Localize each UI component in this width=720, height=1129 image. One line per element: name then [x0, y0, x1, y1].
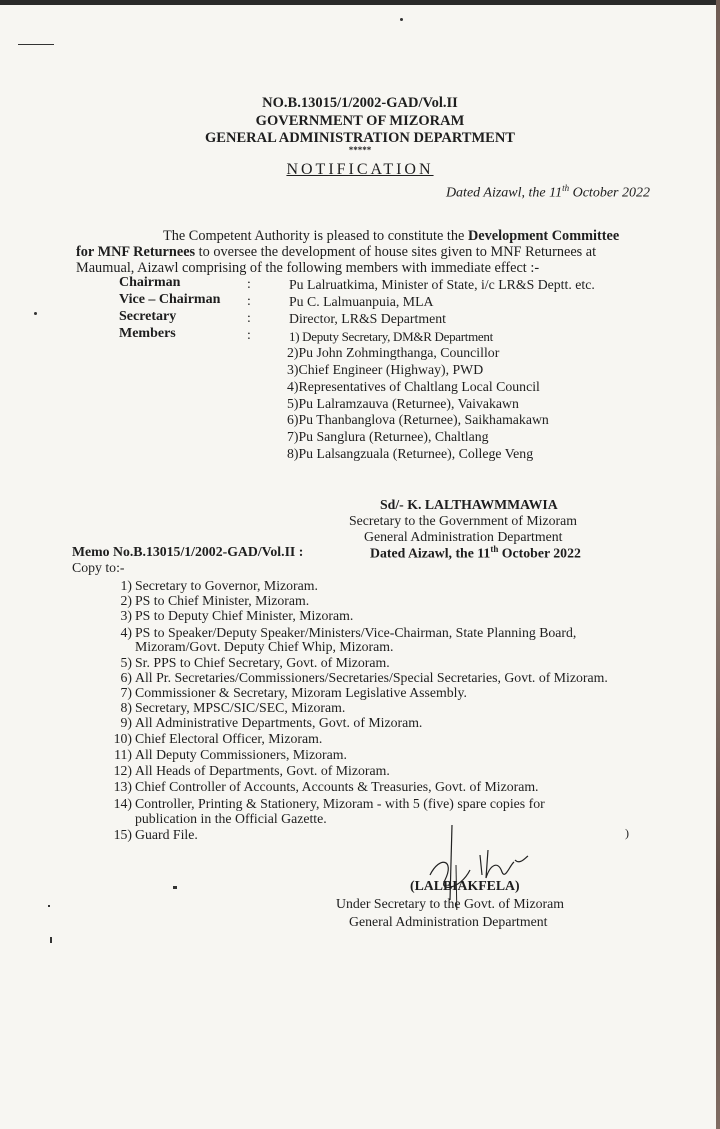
copy-to-text: Secretary, MPSC/SIC/SEC, Mizoram. — [135, 700, 346, 715]
copy-to-item — [106, 655, 390, 671]
scan-speck — [48, 905, 50, 907]
copy-to-text: PS to Speaker/Deputy Speaker/Ministers/Vice-Chairman, State Planning Board, — [135, 625, 577, 640]
role-colon: : — [247, 293, 251, 308]
copy-to-item — [106, 593, 309, 609]
signatory-1-designation: Secretary to the Government of Mizoram — [349, 513, 577, 528]
copy-to-text: Sr. PPS to Chief Secretary, Govt. of Mizoram. — [135, 655, 390, 670]
scan-speck — [50, 937, 52, 943]
copy-to-item — [106, 670, 608, 686]
copy-to-text: PS to Chief Minister, Mizoram. — [135, 593, 310, 608]
intro-line-1: The Competent Authority is pleased to constitute the Development Committee — [163, 228, 620, 244]
copy-to-text: Chief Electoral Officer, Mizoram. — [135, 731, 323, 746]
reference-number: NO.B.13015/1/2002-GAD/Vol.II — [262, 95, 458, 111]
scan-top-edge — [0, 0, 720, 5]
role-secretary: Secretary — [119, 309, 177, 324]
member-item: 3)Chief Engineer (Highway), PWD — [287, 362, 484, 377]
copy-to-text: All Deputy Commissioners, Mizoram. — [135, 747, 347, 762]
copy-to-item — [106, 715, 422, 731]
copy-to-item — [106, 779, 539, 795]
scan-speck — [18, 44, 54, 45]
notification-date: Dated Aizawl, the 11th October 2022 — [445, 183, 650, 201]
scan-speck — [400, 18, 403, 21]
member-item: 6)Pu Thanbanglova (Returnee), Saikhamakawn — [287, 412, 549, 427]
copy-to-text: Guard File. — [135, 827, 198, 842]
signatory-2-department: General Administration Department — [349, 914, 548, 929]
scan-speck — [173, 886, 177, 889]
role-colon: : — [247, 276, 251, 291]
notification-title: NOTIFICATION — [286, 161, 434, 178]
margin-mark: ) — [625, 826, 629, 840]
copy-to-number: 6) — [120, 670, 132, 685]
copy-to-number: 13) — [113, 779, 132, 794]
member-item: 5)Pu Lalramzauva (Returnee), Vaivakawn — [287, 396, 519, 411]
copy-to-text: PS to Deputy Chief Minister, Mizoram. — [135, 608, 354, 623]
copy-to-item — [106, 827, 198, 843]
secretary-name: Director, LR&S Department — [289, 311, 446, 326]
copy-to-number: 7) — [120, 685, 132, 700]
copy-to-item — [106, 639, 393, 655]
copy-to-number: 4) — [120, 625, 132, 640]
scan-speck — [34, 312, 37, 315]
copy-to-text: Commissioner & Secretary, Mizoram Legislative Assembly. — [135, 685, 467, 700]
signatory-1-date: Dated Aizawl, the 11th October 2022 — [370, 544, 581, 561]
role-colon: : — [247, 327, 251, 342]
member-item: 2)Pu John Zohmingthanga, Councillor — [287, 345, 500, 360]
copy-to-number: 3) — [120, 608, 132, 623]
copy-to-number: 11) — [114, 747, 132, 762]
copy-to-text: Mizoram/Govt. Deputy Chief Whip, Mizoram. — [135, 639, 394, 654]
copy-to-text: All Pr. Secretaries/Commissioners/Secretaries/Special Secretaries, Govt. of Mizoram. — [135, 670, 608, 685]
copy-to-item — [106, 811, 327, 827]
copy-to-number: 5) — [120, 655, 132, 670]
department-name: GENERAL ADMINISTRATION DEPARTMENT — [205, 130, 515, 146]
copy-to-item — [106, 731, 322, 747]
copy-to-item — [106, 747, 347, 763]
copy-to-text: Secretary to Governor, Mizoram. — [135, 578, 318, 593]
header-stars: ***** — [348, 145, 372, 155]
copy-to-label: Copy to:- — [72, 560, 125, 575]
copy-to-number: 12) — [113, 763, 132, 778]
copy-to-text: Controller, Printing & Stationery, Mizoram - with 5 (five) spare copies for — [135, 796, 545, 811]
copy-to-number: 9) — [120, 715, 132, 730]
signatory-1-department: General Administration Department — [364, 529, 563, 544]
copy-to-text: All Administrative Departments, Govt. of Mizoram. — [135, 715, 423, 730]
copy-to-number: 8) — [120, 700, 132, 715]
copy-to-number: 10) — [113, 731, 132, 746]
copy-to-item — [106, 685, 467, 701]
member-item: 7)Pu Sanglura (Returnee), Chaltlang — [287, 429, 489, 444]
copy-to-item — [106, 763, 390, 779]
chairman-name: Pu Lalruatkima, Minister of State, i/c LR&S Deptt. etc. — [289, 277, 595, 292]
intro-line-3: Maumual, Aizawl comprising of the following members with immediate effect :- — [76, 260, 540, 276]
copy-to-item — [106, 796, 545, 812]
role-colon: : — [247, 310, 251, 325]
member-item: 8)Pu Lalsangzuala (Returnee), College Veng — [287, 446, 534, 461]
role-vice-chairman: Vice – Chairman — [119, 292, 221, 307]
government-name: GOVERNMENT OF MIZORAM — [255, 113, 465, 129]
signatory-1-name: Sd/- K. LALTHAWMMAWIA — [380, 497, 558, 512]
copy-to-item — [106, 578, 318, 594]
vice-chairman-name: Pu C. Lalmuanpuia, MLA — [289, 294, 434, 309]
intro-line-2: for MNF Returnees to oversee the development of house sites given to MNF Returnees at — [76, 244, 597, 260]
copy-to-item — [106, 608, 353, 624]
copy-to-text: publication in the Official Gazette. — [135, 811, 327, 826]
signatory-2-name: (LALBIAKFELA) — [410, 878, 520, 893]
copy-to-text: All Heads of Departments, Govt. of Mizoram. — [135, 763, 390, 778]
role-chairman: Chairman — [119, 275, 181, 290]
copy-to-number: 2) — [120, 593, 132, 608]
notification-title-wrap — [0, 161, 720, 179]
role-members: Members — [119, 326, 176, 341]
memo-reference: Memo No.B.13015/1/2002-GAD/Vol.II : — [72, 544, 304, 559]
copy-to-number: 15) — [113, 827, 132, 842]
member-item: 4)Representatives of Chaltlang Local Council — [287, 379, 540, 394]
copy-to-number: 14) — [113, 796, 132, 811]
member-item: 1) Deputy Secretary, DM&R Department — [289, 329, 493, 344]
copy-to-number: 1) — [120, 578, 132, 593]
signatory-2-designation: Under Secretary to the Govt. of Mizoram — [336, 896, 564, 911]
copy-to-item — [106, 700, 345, 716]
copy-to-text: Chief Controller of Accounts, Accounts & Treasuries, Govt. of Mizoram. — [135, 779, 539, 794]
